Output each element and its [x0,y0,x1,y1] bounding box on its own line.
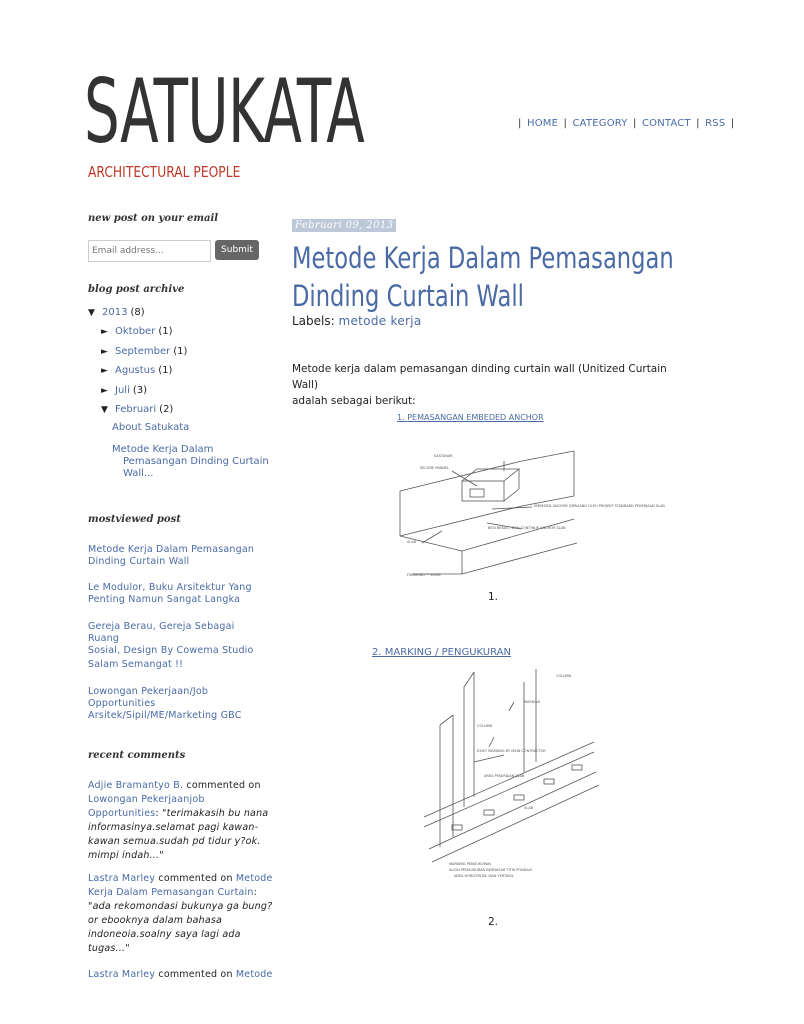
figure-heading-num: 2. [372,647,382,658]
most-viewed-line: Sosial, Design By Cowema Studio [88,645,254,656]
email-form [88,240,263,262]
site-title[interactable]: SATUKATA [84,60,365,163]
comment-quote: mimpi indah..." [88,850,164,861]
most-viewed-item[interactable] [88,582,268,606]
comment-quote: "ada rekomondasi bukunya ga bung? [88,901,273,912]
archive-post-title-line: Wall... [123,468,154,479]
archive-year-count: (8) [130,307,145,318]
figure-heading-num: 1. [397,413,405,422]
most-viewed-line: Arsitek/Sipil/ME/Marketing GBC [88,710,242,721]
most-viewed-line: Gereja Berau, Gereja Sebagai Ruang [88,621,235,644]
post-date-row [292,213,396,232]
comment-line [88,872,273,886]
post-intro-line: Metode kerja dalam pemasangan dinding curtain wall (Unitized Curtain Wall) [292,363,667,391]
archive-month-count: (3) [132,385,148,396]
archive-month-link[interactable]: Oktober [115,326,156,337]
drawing-label: EMBEDED ANCHOR DIPASANG OLEH PROJEKT STANDARD PEKERJAAN SLAB [534,504,665,508]
comment-connector: commented on [186,780,261,791]
top-navigation: | HOME | CATEGORY | CONTACT | RSS | [518,118,735,129]
expand-right-icon[interactable]: ► [101,385,108,396]
drawing-label: SLAB [524,806,534,810]
archive-post-link[interactable] [112,444,272,480]
comment-line: Kerja Dalam Pemasangan Curtain: [88,887,258,898]
comment-connector: commented on [158,873,233,884]
expand-down-icon[interactable]: ▼ [88,307,95,318]
comment-quote: kawan semua.sudah pd tidur y?ok. [88,836,261,847]
archive-month-oktober [101,326,172,337]
figure-heading-text: PEMASANGAN EMBEDED ANCHOR [407,413,544,422]
comment-line [88,968,273,982]
comment-quote: informasinya.selamat pagi kawan- [88,822,259,833]
email-widget-title: new post on your email [88,213,219,224]
email-input[interactable] [88,240,211,262]
most-viewed-line: Lowongan Pekerjaan/Job [88,686,209,697]
post-title-line: Metode Kerja Dalam Pemasangan [292,241,674,275]
archive-month-link[interactable]: September [115,346,171,357]
drawing-label: BESI BEKAS / DAN CONTINUE ANCHOR SLAB [488,526,566,530]
figure-heading [397,413,544,422]
comment-line [88,793,273,807]
archive-month-count: (1) [158,326,173,337]
recent-comments-widget [88,750,273,980]
most-viewed-item[interactable] [88,544,268,568]
archive-month-link[interactable]: Juli [115,385,130,396]
expand-right-icon[interactable]: ► [101,326,108,337]
drawing-label: COLUMN [556,674,572,678]
nav-contact-link[interactable]: CONTACT [641,118,691,129]
most-viewed-item[interactable] [88,659,268,671]
comment-entry [88,779,273,863]
comment-post-link[interactable]: Opportunities [88,808,156,819]
drawing-label: COLUMN [477,724,493,728]
comment-quote: indoneoia.soalny saya lagi ada [88,929,241,940]
post-intro [292,361,692,409]
post-intro-line: adalah sebagai berikut: [292,395,416,407]
nav-home-link[interactable]: HOME [526,118,559,129]
drawing-label: AREA HORIZONTAL DAN VERTIKAL [454,874,514,878]
comment-line [88,779,273,793]
site-tagline: ARCHITECTURAL PEOPLE [88,163,241,181]
comment-line: Opportunities: "terimakasih bu nana [88,808,269,819]
marking-drawing [374,667,604,912]
comment-connector: commented on [158,969,233,980]
figure-heading [372,647,511,658]
most-viewed-line: Opportunities [88,698,156,709]
drawing-label: EXIST MARKING BY MAIN CONTRACTOR [477,749,546,753]
comment-post-link[interactable]: Kerja Dalam Pemasangan Curtain [88,887,254,898]
most-viewed-widget [88,514,268,721]
archive-widget-title: blog post archive [88,284,185,295]
most-viewed-line: Salam Semangat !! [88,659,184,670]
drawing-label: MARKING [524,700,541,704]
most-viewed-item[interactable] [88,621,268,657]
submit-button[interactable]: Submit [215,240,259,260]
archive-month-link[interactable]: Agustus [115,365,156,376]
archive-post-title-line: Metode Kerja Dalam [112,444,214,455]
drawing-label: SASTANAR [434,454,453,458]
archive-month-februari [101,404,173,415]
archive-month-link[interactable]: Februari [115,404,157,415]
embeded-anchor-drawing [392,431,665,606]
recent-comments-title: recent comments [88,750,186,761]
archive-year-link[interactable]: 2013 [102,307,128,318]
archive-month-september [101,346,187,357]
archive-post-title-line: Pemasangan Dinding Curtain [123,456,269,467]
blog-archive-widget [88,284,269,479]
comment-quote: "terimakasih bu nana [162,808,269,819]
comment-entry [88,968,273,982]
figure-heading-text: MARKING / PENGUKURAN [384,647,511,658]
drawing-label: FINISHING ~ 50MM [407,573,441,577]
expand-down-icon[interactable]: ▼ [101,404,108,415]
label-link[interactable]: metode kerja [338,314,422,328]
archive-month-count: (2) [159,404,174,415]
drawing-label: AREA PEKERJAAN SLAB [484,774,525,778]
figure-marking [372,645,634,928]
comment-author-link[interactable]: Lastra Marley [88,873,156,884]
archive-month-count: (1) [158,365,173,376]
expand-right-icon[interactable]: ► [101,365,108,376]
archive-year-2013 [88,307,145,318]
archive-month-count: (1) [173,346,188,357]
comment-post-link[interactable]: Lowongan Pekerjaanjob [88,794,205,805]
most-viewed-title: mostviewed post [88,514,181,525]
comment-post-link[interactable]: Metode [235,969,273,980]
comment-author-link[interactable]: Lastra Marley [88,969,156,980]
figure-number: 1. [488,591,499,603]
comment-author-link[interactable]: Adjie Bramantyo B. [88,780,184,791]
post-title-link[interactable] [292,239,804,315]
most-viewed-line: Metode Kerja Dalam Pemasangan [88,544,255,555]
archive-month-juli [101,385,147,396]
archive-month-agustus [101,365,172,376]
post-date: Februari 09, 2013 [292,219,396,232]
post-labels [292,314,422,328]
comment-post-link[interactable]: Metode [235,873,273,884]
figure-embeded-anchor [392,411,665,603]
nav-rss-link[interactable]: RSS [705,118,726,129]
drawing-label: SECURE PANNEL [420,466,449,470]
labels-prefix: Labels: [292,314,335,328]
most-viewed-line: Penting Namun Sangat Langka [88,594,241,605]
comment-entry [88,872,273,956]
most-viewed-line: Le Modulor, Buku Arsitektur Yang [88,582,252,593]
figure-number: 2. [488,916,499,928]
drawing-label: ALIGN PENGUKURAN BERDASAR TITIK PONDASI [449,868,533,872]
email-subscribe-widget [88,213,263,263]
archive-post-link[interactable]: About Satukata [112,422,190,433]
comment-quote: tugas..." [88,943,130,954]
expand-right-icon[interactable]: ► [101,346,108,357]
drawing-label: MARKING PENGUKURAN [449,862,491,866]
drawing-label: SLAB [407,540,417,544]
most-viewed-line: Dinding Curtain Wall [88,556,190,567]
comment-quote: or ebooknya dalam bahasa [88,915,223,926]
post-title-line: Dinding Curtain Wall [292,279,524,313]
most-viewed-item[interactable] [88,686,268,722]
nav-category-link[interactable]: CATEGORY [572,118,628,129]
